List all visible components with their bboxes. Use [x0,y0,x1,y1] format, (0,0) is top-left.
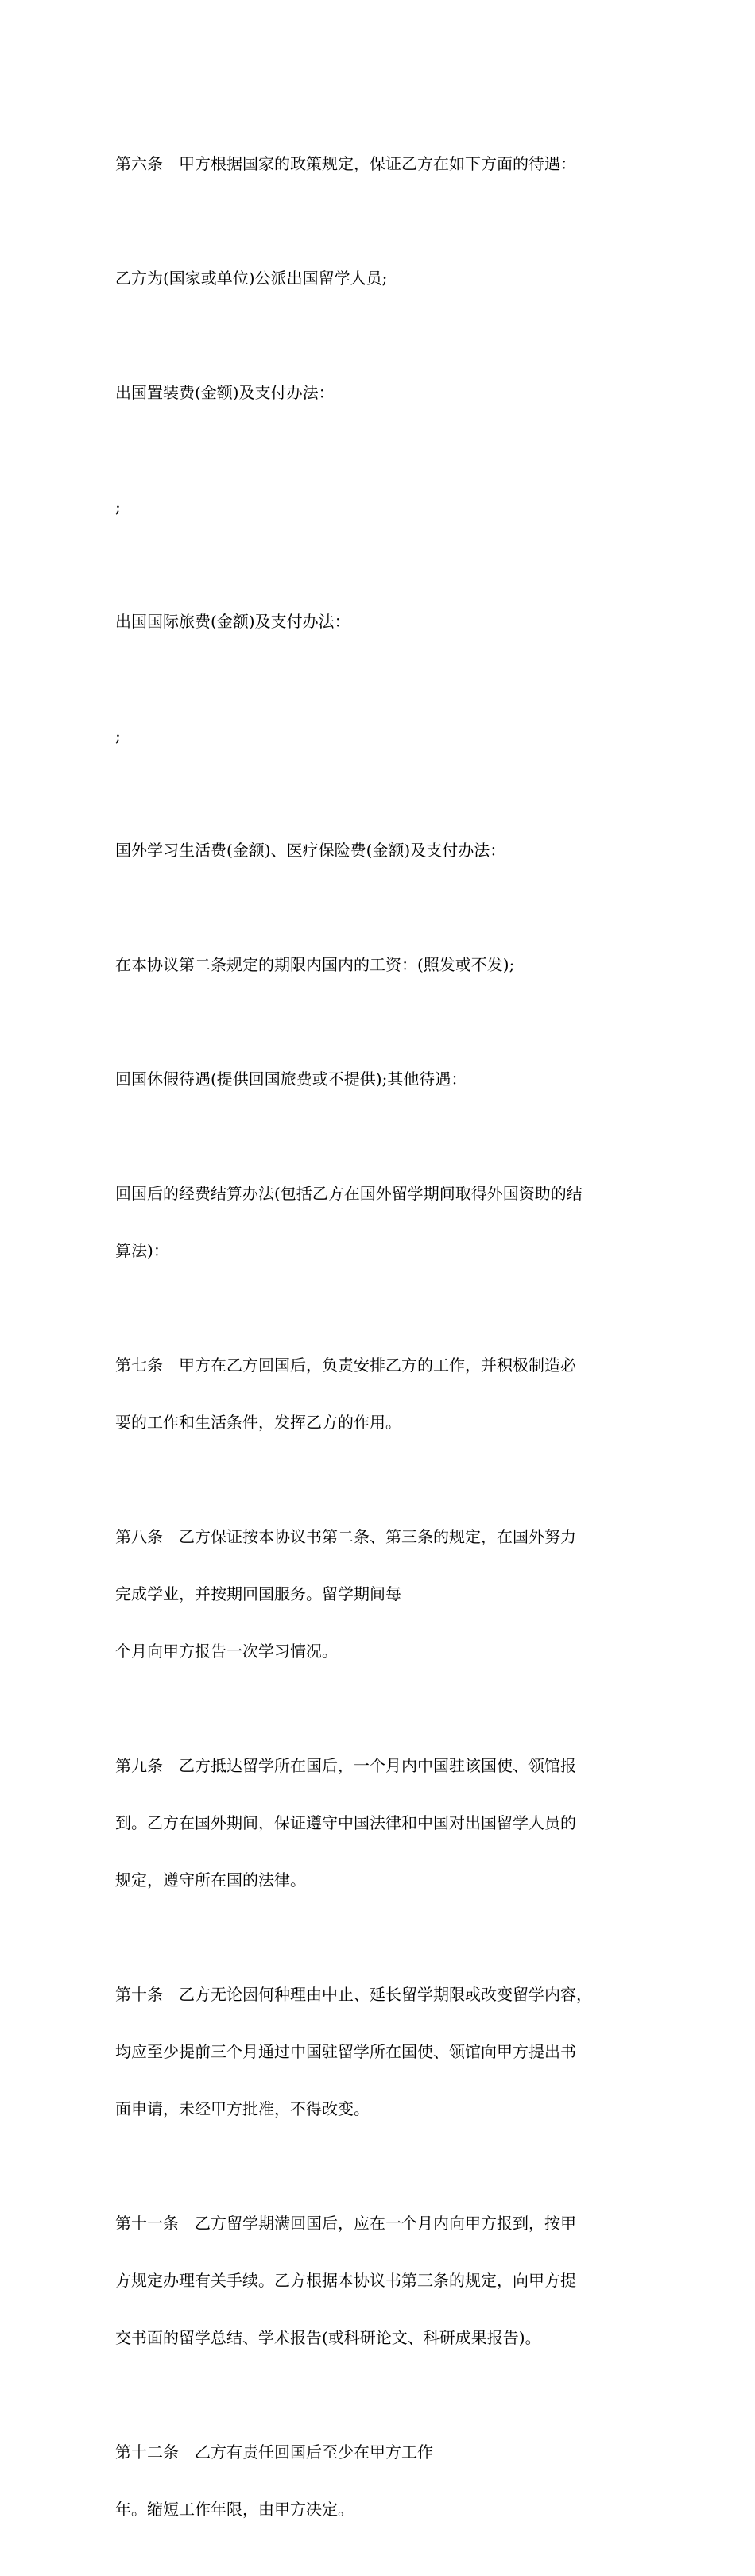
paragraph-outfit-fee [115,345,646,440]
text-line: 规定，遵守所在国的法律。 [115,1870,306,1889]
text-line: 国外学习生活费(金额)、医疗保险费(金额)及支付办法： [115,841,506,860]
text-line: 交书面的留学总结、学术报告(或科研论文、科研成果报告)。 [115,2328,541,2347]
text-line: 第十二条 乙方有责任回国后至少在甲方工作 [115,2443,433,2462]
text-line: 在本协议第二条规定的期限内国内的工资：(照发或不发); [115,955,515,974]
paragraph-settlement [115,1146,646,1298]
paragraph-travel-fee [115,574,646,669]
text-line: 出国置装费(金额)及支付办法： [115,383,335,402]
paragraph-blank-2 [115,688,646,783]
paragraph-home-leave [115,1031,646,1127]
paragraph-article-10 [115,1947,646,2156]
text-line: 到。乙方在国外期间，保证遵守中国法律和中国对出国留学人员的 [115,1813,576,1832]
text-line: ; [115,726,121,745]
paragraph-article-12 [115,2404,646,2557]
paragraph-article-11 [115,2176,646,2385]
text-line: 第十条 乙方无论因何种理由中止、延长留学期限或改变留学内容， [115,1985,592,2004]
text-line: 完成学业，并按期回国服务。留学期间每 [115,1584,401,1603]
text-line: 乙方为(国家或单位)公派出国留学人员; [115,269,388,288]
text-line: 第八条 乙方保证按本协议书第二条、第三条的规定，在国外努力 [115,1527,576,1546]
paragraph-status [115,230,646,326]
paragraph-article-7 [115,1317,646,1470]
text-line: 出国国际旅费(金额)及支付办法： [115,612,350,631]
text-line: 年。缩短工作年限，由甲方决定。 [115,2500,354,2519]
text-line: 回国后的经费结算办法(包括乙方在国外留学期间取得外国资助的结 [115,1184,583,1203]
text-line: 第十一条 乙方留学期满回国后，应在一个月内向甲方报到，按甲 [115,2214,576,2233]
paragraph-article-6 [115,116,646,211]
text-line: 回国休假待遇(提供回国旅费或不提供);其他待遇： [115,1069,467,1089]
paragraph-living-fee [115,803,646,898]
paragraph-article-9 [115,1718,646,1928]
paragraph-salary [115,917,646,1012]
text-line: 个月向甲方报告一次学习情况。 [115,1642,338,1661]
text-line: 第六条 甲方根据国家的政策规定，保证乙方在如下方面的待遇： [115,154,576,173]
text-line: 均应至少提前三个月通过中国驻留学所在国使、领馆向甲方提出书 [115,2042,576,2061]
text-line: ; [115,497,121,516]
text-line: 第七条 甲方在乙方回国后，负责安排乙方的工作，并积极制造必 [115,1356,576,1375]
text-line: 要的工作和生活条件，发挥乙方的作用。 [115,1413,401,1432]
text-line: 算法)： [115,1241,169,1260]
paragraph-blank-1 [115,459,646,555]
text-line: 方规定办理有关手续。乙方根据本协议书第三条的规定，向甲方提 [115,2271,576,2290]
text-line: 第九条 乙方抵达留学所在国后，一个月内中国驻该国使、领馆报 [115,1756,576,1775]
paragraph-article-8 [115,1489,646,1699]
text-line: 面申请，未经甲方批准，不得改变。 [115,2099,370,2118]
document-body [115,116,646,2576]
